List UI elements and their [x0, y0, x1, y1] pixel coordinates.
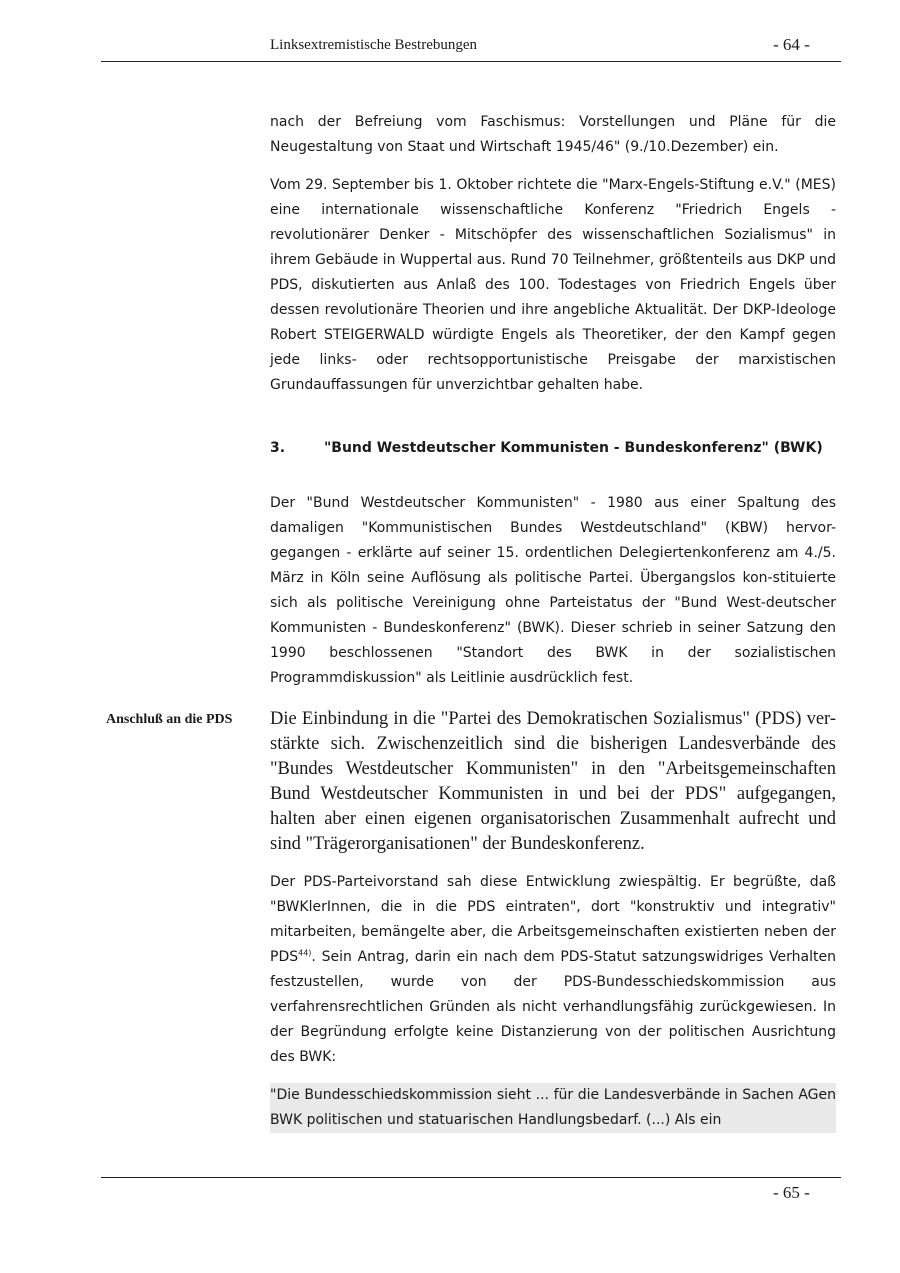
paragraph-bwk: Der "Bund Westdeutscher Kommunisten" - 1980 aus einer Spaltung des damaligen "Kommunistischen Bundes Westdeutschland" (KBW) hervor-gegangen - erklärte auf seiner 15. ordentlichen Delegiertenkonferenz am 4./5. März in Köln seine Auflösung als politische Partei. Übergangslos kon-stituierte sich als politische Vereinigung ohne Parteistatus der "Bund West-deutscher Kommunisten - Bundeskonferenz" (BWK). Dieser schrieb in seiner Satzung den 1990 beschlossenen "Standort des BWK in der sozialistischen Programmdiskussion" als Leitlinie ausdrücklich fest. — [270, 495, 836, 686]
paragraph-pds-parteivorstand — [270, 870, 836, 1070]
section-number: 3. — [270, 440, 286, 456]
paragraph-befreiung: nach der Befreiung vom Faschismus: Vorstellungen und Pläne für die Neugestaltung von Staat und Wirtschaft 1945/46" (9./10.Dezember) ein. — [270, 114, 836, 155]
margin-note: Anschluß an die PDS — [106, 712, 233, 727]
footer-rule — [101, 1177, 841, 1178]
page-number-bottom: - 65 - — [773, 1183, 810, 1202]
pds-text-after-footnote: . Sein Antrag, darin ein nach dem PDS-Statut satzungswidriges Verhalten festzustellen, wurde von der PDS-Bundesschiedskommission aus verfahrensrechtlichen Gründen als nicht verhandlungsfähig zurückgewiesen. In der Begründung erfolgte keine Distanzierung von der politischen Ausrichtung des BWK: — [270, 949, 836, 1065]
header-rule — [101, 61, 841, 62]
quote-block: "Die Bundesschiedskommission sieht ... für die Landesverbände in Sachen AGen BWK politischen und statuarischen Handlungsbedarf. (...) Als ein — [270, 1083, 836, 1133]
section-title: "Bund Westdeutscher Kommunisten - Bundeskonferenz" (BWK) — [324, 440, 823, 456]
paragraph-mes-konferenz: Vom 29. September bis 1. Oktober richtete die "Marx-Engels-Stiftung e.V." (MES) eine internationale wissenschaftliche Konferenz "Friedrich Engels - revolutionärer Denker - Mitschöpfer des wissenschaftlichen Sozialismus" in ihrem Gebäude in Wuppertal aus. Rund 70 Teilnehmer, größtenteils aus DKP und PDS, diskutierten aus Anlaß des 100. Todestages von Friedrich Engels über dessen revolutionäre Theorien und ihre angebliche Aktualität. Der DKP-Ideologe Robert STEIGERWALD würdigte Engels als Theoretiker, der den Kampf gegen jede links- oder rechtsopportunistische Preisgabe der marxistischen Grundauffassungen für unverzichtbar gehalten habe. — [270, 177, 836, 393]
running-header-title: Linksextremistische Bestrebungen — [270, 37, 478, 53]
paragraph-einbindung-pds: Die Einbindung in die "Partei des Demokratischen Sozialismus" (PDS) ver-stärkte sich. Zwischenzeitlich sind die bisherigen Landesverbände des "Bundes Westdeutscher Kommunisten" in den "Arbeitsgemeinschaften Bund Westdeutscher Kommunisten in und bei der PDS" aufgegangen, halten aber einen eigenen organisatorischen Zusammenhalt aufrecht und sind "Trägerorganisationen" der Bundeskonferenz. — [270, 709, 836, 854]
section-heading — [270, 437, 836, 459]
page-number-top: - 64 - — [773, 35, 810, 54]
footnote-reference: 44) — [298, 948, 312, 958]
pds-text-before-footnote: Der PDS-Parteivorstand sah diese Entwicklung zwiespältig. Er begrüßte, daß "BWKlerInnen, die in die PDS eintraten", dort "konstruktiv und integrativ" mitarbeiten, bemängelte aber, die Arbeitsgemeinschaften existierten neben der PDS — [270, 874, 836, 965]
